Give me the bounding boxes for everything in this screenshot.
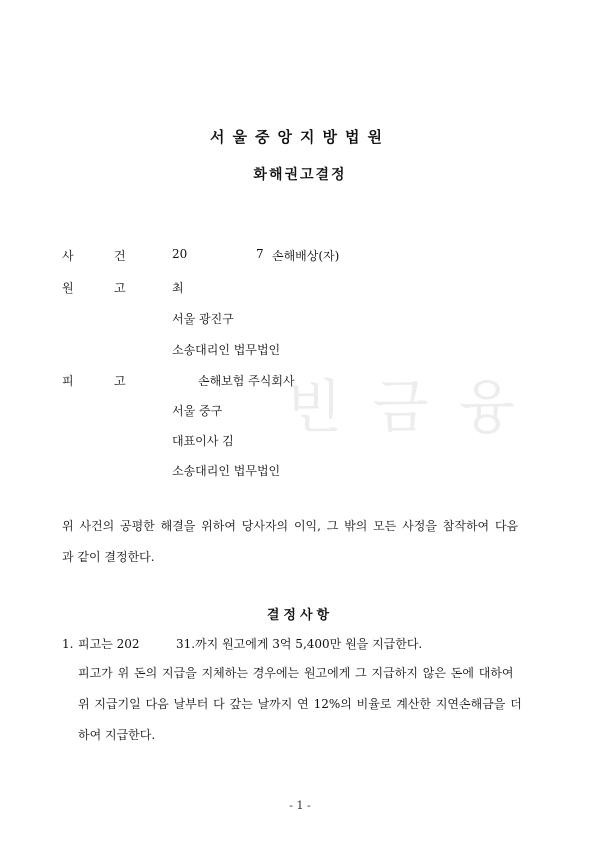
plaintiff-label-char-2: 고 (114, 281, 126, 295)
case-label-char-2: 건 (114, 249, 126, 263)
defendant-address: 서울 중구 (172, 404, 223, 418)
case-number-part-2: 7 (256, 247, 264, 261)
case-label-char-1: 사 (62, 249, 74, 263)
decision-item-1-text-a: 피고는 202 (78, 637, 140, 651)
plaintiff-name: 최 (172, 281, 184, 295)
defendant-label-char-1: 피 (62, 374, 74, 388)
defendant-label-char-2: 고 (114, 374, 126, 388)
defendant-representative: 대표이사 김 (172, 434, 234, 448)
document-type-title: 화해권고결정 (253, 167, 347, 183)
decision-item-1-line-3: 위 지급기일 다음 날부터 다 갚는 날까지 연 12%의 비율로 계산한 지연손해금을 더 (78, 697, 522, 711)
decision-item-1-line-4: 하여 지급한다. (78, 728, 156, 742)
intro-line-1: 위 사건의 공평한 해결을 위하여 당사자의 이익, 그 밖의 모든 사정을 참작하여 다음 (62, 519, 519, 533)
plaintiff-address: 서울 광진구 (172, 312, 234, 326)
plaintiff-label-char-1: 원 (62, 281, 74, 295)
decision-item-1-line-2: 피고가 위 돈의 지급을 지체하는 경우에는 원고에게 그 지급하지 않은 돈에 대하여 (78, 666, 514, 680)
intro-line-2: 과 같이 결정한다. (62, 550, 155, 564)
defendant-name: 손해보험 주식회사 (198, 374, 295, 388)
decision-section-title: 결정사항 (266, 608, 334, 623)
court-name: 서울중앙지방법원 (210, 128, 390, 146)
decision-item-1-number: 1. (62, 637, 74, 651)
plaintiff-counsel: 소송대리인 법무법인 (172, 343, 281, 357)
page-number: - 1 - (289, 799, 311, 812)
case-name: 손해배상(자) (272, 249, 340, 263)
watermark: 빈 금 융 (286, 373, 521, 441)
case-number-part-1: 20 (172, 247, 188, 261)
defendant-counsel: 소송대리인 법무법인 (172, 464, 281, 478)
decision-item-1-text-b: 31.까지 원고에게 3억 5,400만 원을 지급한다. (176, 637, 423, 651)
